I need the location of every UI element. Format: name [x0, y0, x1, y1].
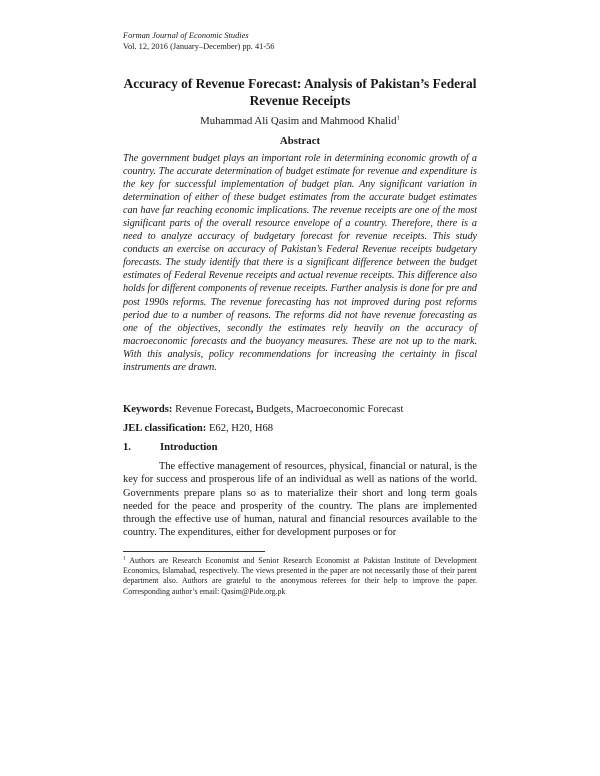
footnote-separator	[123, 551, 265, 552]
author-footnote-mark[interactable]: 1	[396, 114, 400, 122]
journal-volume: Vol. 12, 2016 (January–December) pp. 41-56	[123, 42, 275, 51]
journal-name: Forman Journal of Economic Studies	[123, 31, 249, 40]
section-heading	[123, 441, 477, 455]
journal-header	[123, 30, 275, 52]
footnote-mark: 1	[123, 555, 126, 562]
section-number: 1.	[123, 442, 131, 453]
keyword-item: Revenue Forecast,	[175, 404, 256, 415]
footnote-text: Authors are Research Economist and Senior Research Economist at Pakistan Institute of Development Economics, Islamabad, respectively. The views presented in the paper are not necessarily those of their parent department also. Authors are grateful to the anonymous referees for their help to improve the paper. Corresponding author’s email: Qasim@Pide.org.pk	[123, 556, 477, 596]
footnote	[123, 556, 477, 597]
jel-codes: E62, H20, H68	[208, 423, 274, 434]
paper-title: Accuracy of Revenue Forecast: Analysis of Pakistan’s Federal Revenue Receipts	[123, 76, 477, 108]
keywords-label: Keywords:	[123, 404, 173, 415]
keywords-line	[123, 403, 477, 417]
jel-classification	[123, 422, 477, 436]
jel-label: JEL classification:	[123, 423, 207, 434]
introduction-paragraph: The effective management of resources, physical, financial or natural, is the key for success and prosperous life of an individual as well as nations of the world. Governments prepare plans so as to materialize their short and long term goals needed for the peace and prosperity of the country. The plans are implemented through the effective use of human, natural and financial resources available to the country. The expenditures, either for development purposes or for	[123, 461, 477, 539]
author-line	[123, 114, 477, 128]
section-title: Introduction	[160, 442, 218, 453]
keyword-item: Budgets,	[256, 404, 297, 415]
author-names: Muhammad Ali Qasim and Mahmood Khalid	[200, 115, 397, 127]
keyword-item: Macroeconomic Forecast	[296, 404, 404, 415]
abstract-heading: Abstract	[279, 135, 321, 147]
abstract-text: The government budget plays an important role in determining economic growth of a country. The accurate determination of budget estimate for revenue and expenditure is the key for successful implementation of budget plan. Any significant variation in determination of either of these budget estimates from the accurate budget estimates can have far reaching economic implications. The revenue receipts are one of the most significant parts of the overall resource envelope of a country. Therefore, there is a need to analyze accuracy of budgetary forecast for revenue receipts. This study conducts an exercise on accuracy of Pakistan’s Federal Revenue receipts budgetary forecasts. The study identify that there is a significant difference between the budget estimates of Federal Revenue receipts and actual revenue receipts. This difference also holds for different components of revenue receipts. Further analysis is done for pre and post 1990s reforms. The revenue forecasting has not improved during post reforms period due to a number of reasons. The reforms did not have revenue forecasting as one of the objectives, secondly the estimates rely heavily on the accuracy of macroeconomic forecasts and the buoyancy measures. These are not up to the mark. With this analysis, policy recommendations for increasing the certainty in fiscal instruments are drawn.	[123, 153, 477, 373]
